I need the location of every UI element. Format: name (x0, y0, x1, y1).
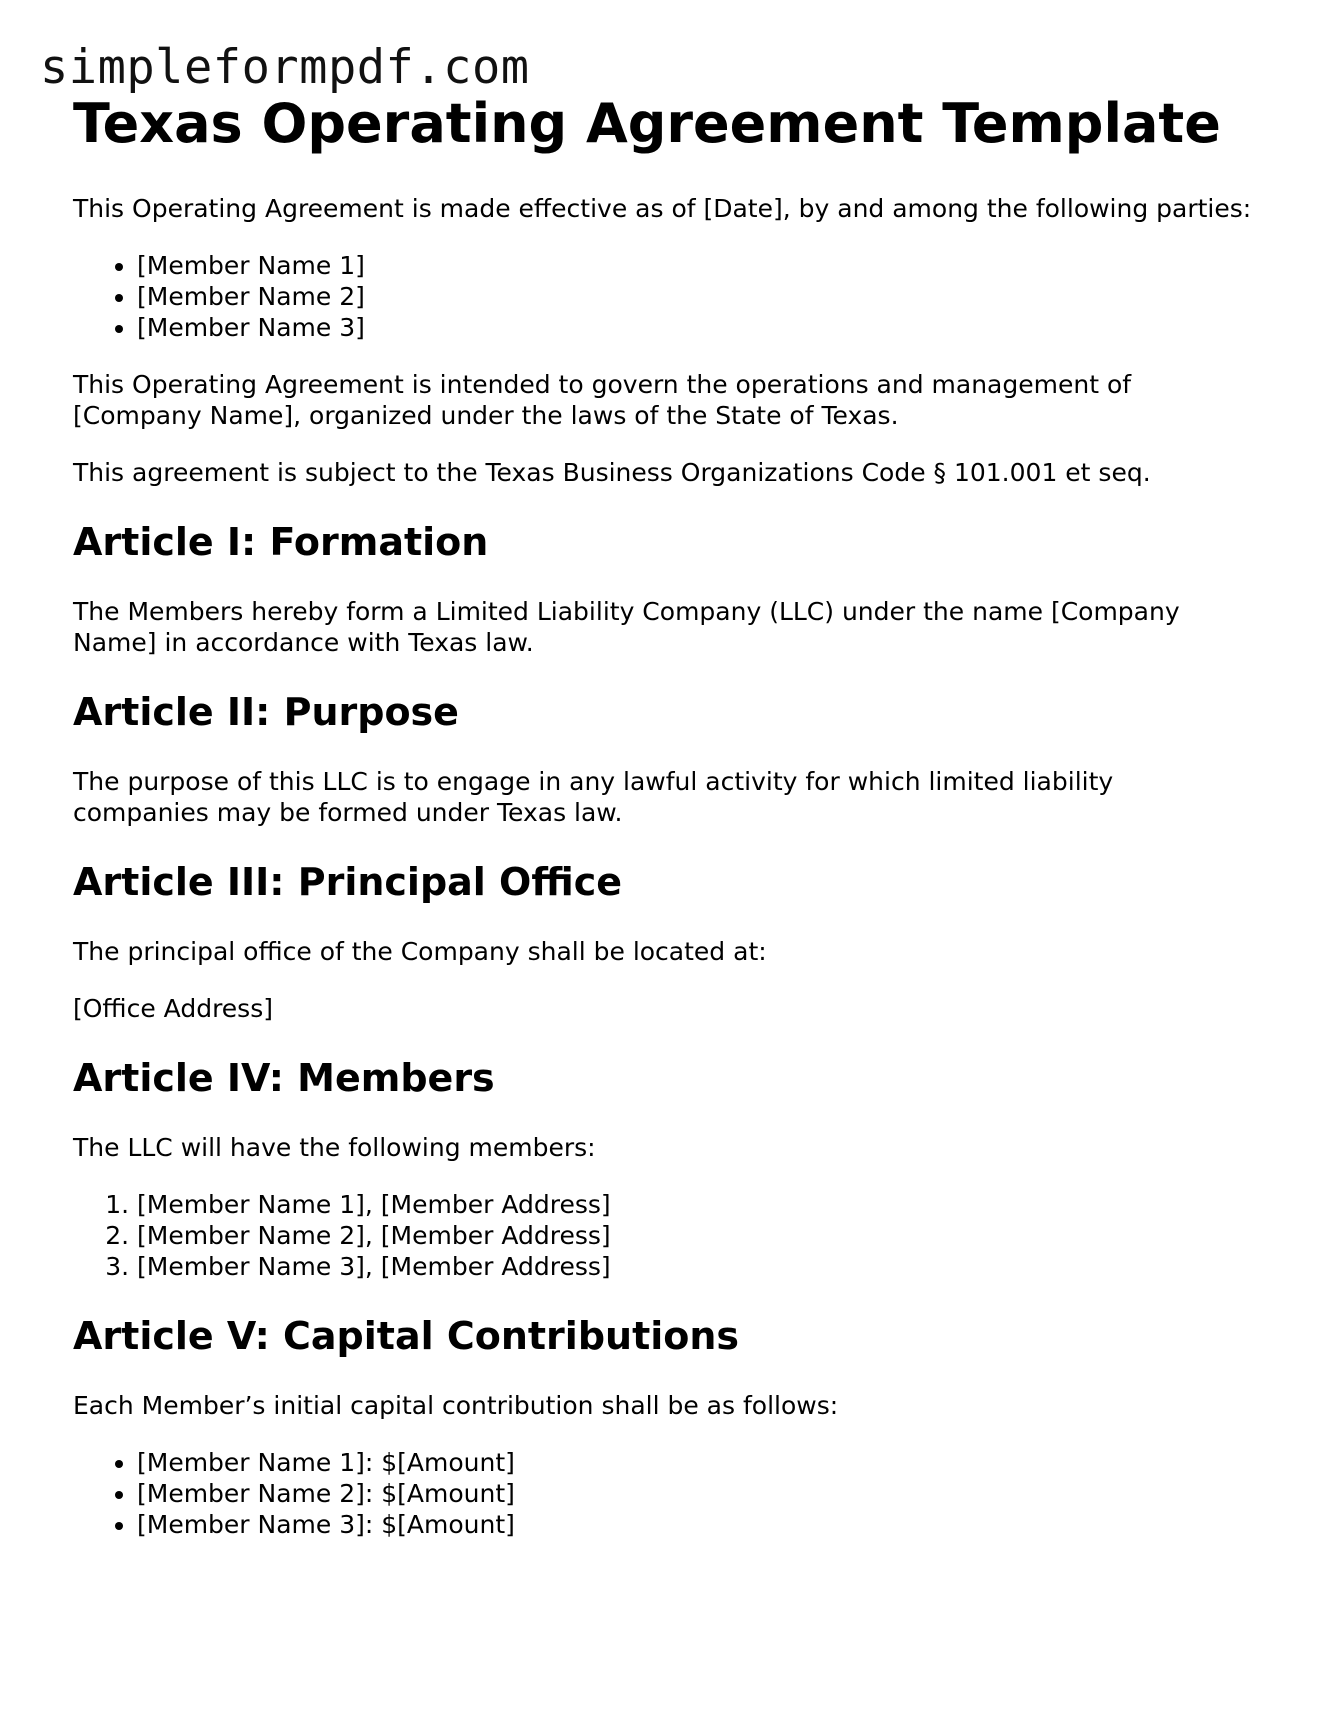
article-formation-text: The Members hereby form a Limited Liability Company (LLC) under the name [Company Name] in accordance with Texas law. (73, 597, 1180, 657)
article-purpose-heading: Article II: Purpose (73, 690, 459, 734)
document-title: Texas Operating Agreement Template (73, 92, 1221, 155)
site-watermark: simpleformpdf.com (40, 40, 530, 95)
capital-contributions-list (73, 1447, 1253, 1540)
members-list (73, 1189, 1253, 1282)
member-item: 2. [Member Name 2], [Member Address] (137, 1220, 1253, 1251)
intro-paragraph-code: This agreement is subject to the Texas Business Organizations Code § 101.001 et seq. (73, 458, 1151, 487)
party-item: • [Member Name 3] (137, 312, 1253, 343)
document-body (73, 92, 1253, 1566)
article-purpose-text: The purpose of this LLC is to engage in any lawful activity for which limited liability companies may be formed under Texas law. (73, 767, 1114, 827)
article-formation-heading: Article I: Formation (73, 520, 489, 564)
article-capital-text: Each Member’s initial capital contribution shall be as follows: (73, 1391, 839, 1420)
article-members-heading: Article IV: Members (73, 1056, 495, 1100)
party-item: • [Member Name 2] (137, 281, 1253, 312)
article-capital-heading: Article V: Capital Contributions (73, 1314, 740, 1358)
member-item: 3. [Member Name 3], [Member Address] (137, 1251, 1253, 1282)
intro-paragraph-govern: This Operating Agreement is intended to govern the operations and management of [Company Name], organized under the laws of the State of Texas. (73, 370, 1132, 430)
party-item: • [Member Name 1] (137, 250, 1253, 281)
article-members-text: The LLC will have the following members: (73, 1133, 596, 1162)
member-item: 1. [Member Name 1], [Member Address] (137, 1189, 1253, 1220)
contribution-item: • [Member Name 1]: $[Amount] (137, 1447, 1253, 1478)
parties-list (73, 250, 1253, 343)
article-office-text: The principal office of the Company shall be located at: (73, 937, 767, 966)
contribution-item: • [Member Name 2]: $[Amount] (137, 1478, 1253, 1509)
contribution-item: • [Member Name 3]: $[Amount] (137, 1509, 1253, 1540)
article-office-heading: Article III: Principal Office (73, 860, 623, 904)
office-address-placeholder: [Office Address] (73, 994, 273, 1023)
intro-paragraph-effective: This Operating Agreement is made effective as of [Date], by and among the following parties: (73, 194, 1252, 223)
